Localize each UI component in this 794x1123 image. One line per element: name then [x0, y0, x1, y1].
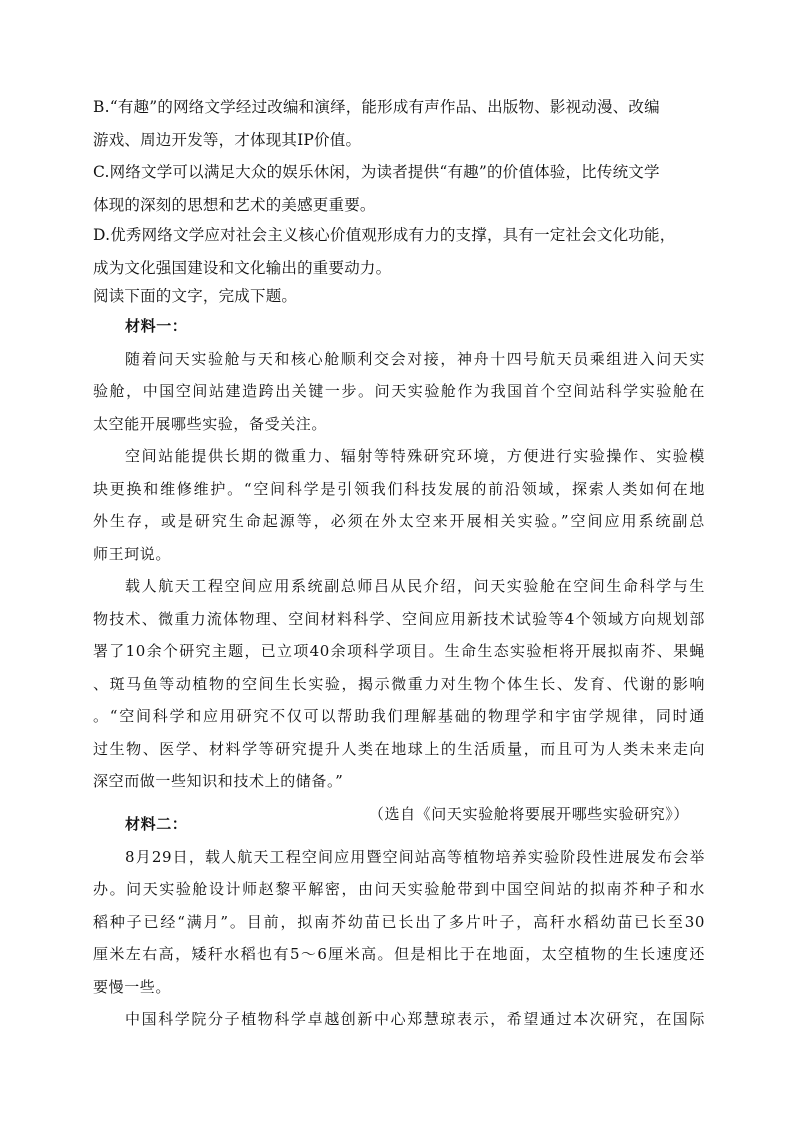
m1-p3-line-6: 过生物、医学、材料学等研究提升人类在地球上的生活质量，而且可为人类未来走向: [93, 739, 705, 758]
option-d: [93, 219, 705, 284]
instruction: [93, 280, 705, 313]
m1-p2-line-4: 师王珂说。: [93, 544, 172, 563]
m1-p3-line-7: 深空而做一些知识和技术上的储备。”: [93, 772, 344, 790]
option-c: [93, 156, 705, 221]
option-d-line-2: 成为文化强国建设和文化输出的重要动力。: [93, 258, 392, 277]
option-c-line-1: C.网络文学可以满足大众的娱乐休闲，为读者提供“有趣”的价值体验，比传统文学: [93, 163, 660, 181]
material-1-heading: 材料一：: [125, 317, 188, 335]
m1-p2-line-2: 块更换和维修维护。“空间科学是引领我们科技发展的前沿领域，探索人类如何在地: [93, 479, 705, 498]
m2-p1-line-2: 办。问天实验舱设计师赵黎平解密，由问天实验舱带到中国空间站的拟南芥种子和水: [93, 880, 705, 898]
m1-p3-line-4: 、斑马鱼等动植物的空间生长实验，揭示微重力对生物个体生长、发育、代谢的影响: [93, 674, 705, 693]
m1-p3-line-3: 署了10余个研究主题，已立项40余项科学项目。生命生态实验柜将开展拟南芥、果蝇: [93, 642, 705, 660]
m1-p2-line-3: 外生存，或是研究生命起源等，必须在外太空来开展相关实验。”空间应用系统副总: [93, 512, 705, 530]
m2-p2-line-1: 中国科学院分子植物科学卓越创新中心郑慧琼表示，希望通过本次研究，在国际: [125, 1010, 705, 1028]
material-1-source: （选自《问天实验舱将要展开哪些实验研究》）: [368, 804, 689, 823]
m1-p1-line-1: 随着问天实验舱与天和核心舱顺利交会对接，神舟十四号航天员乘组进入问天实: [125, 349, 705, 368]
instruction-text: 阅读下面的文字，完成下题。: [93, 287, 298, 305]
material-2-heading: 材料二：: [125, 815, 188, 833]
m1-p1-line-3: 太空能开展哪些实验，备受关注。: [93, 414, 328, 433]
m1-p2-line-1: 空间站能提供长期的微重力、辐射等特殊研究环境，方便进行实验操作、实验模: [125, 447, 705, 465]
m2-p1-line-1: 8月29日，载人航天工程空间应用暨空间站高等植物培养实验阶段性进展发布会举: [125, 847, 705, 866]
m2-p1-line-5: 要慢一些。: [93, 977, 172, 996]
material-1: [93, 310, 705, 830]
option-d-line-1: D.优秀网络文学应对社会主义核心价值观形成有力的支撑，具有一定社会文化功能，: [93, 226, 676, 244]
option-b: [93, 91, 705, 156]
m2-p1-line-3: 稻种子已经“满月”。目前，拟南芥幼苗已长出了多片叶子，高秆水稻幼苗已长至30: [93, 912, 705, 931]
m2-p1-line-4: 厘米左右高，矮秆水稻也有5～6厘米高。但是相比于在地面，太空植物的生长速度还: [93, 945, 705, 963]
m1-p3-line-5: 。“空间科学和应用研究不仅可以帮助我们理解基础的物理学和宇宙学规律，同时通: [93, 707, 705, 725]
option-b-line-1: B.“有趣”的网络文学经过改编和演绎，能形成有声作品、出版物、影视动漫、改编: [93, 98, 660, 116]
m1-p3-line-1: 载人航天工程空间应用系统副总师吕从民介绍，问天实验舱在空间生命科学与生: [125, 577, 705, 595]
material-2: [93, 808, 705, 1036]
m1-p3-line-2: 物技术、微重力流体物理、空间材料科学、空间应用新技术试验等4个领域方向规划部: [93, 609, 705, 628]
m1-p1-line-2: 验舱，中国空间站建造跨出关键一步。问天实验舱作为我国首个空间站科学实验舱在: [93, 382, 705, 400]
option-c-line-2: 体现的深刻的思想和艺术的美感更重要。: [93, 195, 376, 214]
option-b-line-2: 游戏、周边开发等，才体现其IP价值。: [93, 130, 362, 149]
